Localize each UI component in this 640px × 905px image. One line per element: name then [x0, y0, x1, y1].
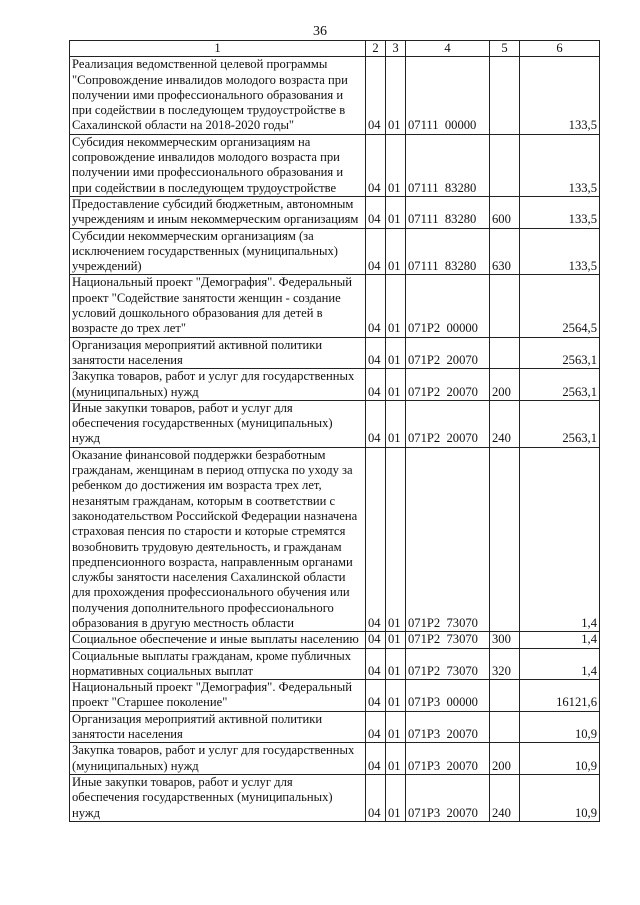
amount-cell: 10,9: [520, 711, 600, 743]
header-row: [70, 41, 600, 57]
target-article-cell: 071P2 00000: [406, 275, 490, 337]
target-article-cell: 071P3 20070: [406, 711, 490, 743]
amount-cell: 1,4: [520, 648, 600, 680]
column-header: 3: [386, 41, 406, 57]
row-name-cell: Иные закупки товаров, работ и услуг для обеспечения государственных (муниципальных) нужд: [70, 400, 366, 447]
section-code-cell: 04: [366, 774, 386, 821]
amount-cell: 10,9: [520, 774, 600, 821]
expense-type-cell: [490, 275, 520, 337]
expense-type-cell: 200: [490, 369, 520, 401]
target-article-cell: 071P3 00000: [406, 680, 490, 712]
section-code-cell: 04: [366, 228, 386, 275]
target-article-cell: 07111 83280: [406, 228, 490, 275]
column-header: 2: [366, 41, 386, 57]
amount-cell: 2564,5: [520, 275, 600, 337]
column-header: 5: [490, 41, 520, 57]
section-code-cell: 04: [366, 447, 386, 632]
target-article-cell: 071P2 73070: [406, 447, 490, 632]
row-name-cell: Предоставление субсидий бюджетным, автономным учреждениям и иным некоммерческим организациям: [70, 196, 366, 228]
row-name-cell: Закупка товаров, работ и услуг для государственных (муниципальных) нужд: [70, 743, 366, 775]
expense-type-cell: 600: [490, 196, 520, 228]
amount-cell: 1,4: [520, 447, 600, 632]
row-name-cell: Оказание финансовой поддержки безработным гражданам, женщинам в период отпуска по уходу за ребенком до достижения им возраста трех лет, незанятым гражданам, которым в соответствии с законодательством Российской Федерации назначена страховая пенсия по старости и которые стремятся возобновить трудовую деятельность, и гражданам предпенсионного возраста, направленным органами службы занятости населения Сахалинской области для прохождения профессионального обучения или получения дополнительного профессионального образования в другую местность области: [70, 447, 366, 632]
row-name-cell: Национальный проект "Демография". Федеральный проект "Старшее поколение": [70, 680, 366, 712]
row-name-cell: Субсидия некоммерческим организациям на сопровождение инвалидов молодого возраста при получении ими профессионального образования и при содействии в последующем трудоустройстве: [70, 134, 366, 196]
expense-type-cell: [490, 134, 520, 196]
subsection-code-cell: 01: [386, 275, 406, 337]
row-name-cell: Иные закупки товаров, работ и услуг для обеспечения государственных (муниципальных) нужд: [70, 774, 366, 821]
target-article-cell: 071P2 20070: [406, 369, 490, 401]
row-name-cell: Организация мероприятий активной политики занятости населения: [70, 711, 366, 743]
target-article-cell: 07111 83280: [406, 196, 490, 228]
subsection-code-cell: 01: [386, 743, 406, 775]
section-code-cell: 04: [366, 134, 386, 196]
subsection-code-cell: 01: [386, 369, 406, 401]
subsection-code-cell: 01: [386, 57, 406, 134]
subsection-code-cell: 01: [386, 774, 406, 821]
table-row: [70, 275, 600, 337]
row-name-cell: Реализация ведомственной целевой программы "Сопровождение инвалидов молодого возраста при получении ими профессионального образования и при содействии в последующем трудоустройстве в Сахалинской области на 2018-2020 годы": [70, 57, 366, 134]
row-name-cell: Национальный проект "Демография". Федеральный проект "Содействие занятости женщин - создание условий дошкольного образования для детей в возрасте до трех лет": [70, 275, 366, 337]
target-article-cell: 071P2 20070: [406, 400, 490, 447]
amount-cell: 133,5: [520, 134, 600, 196]
amount-cell: 1,4: [520, 632, 600, 648]
table-row: [70, 400, 600, 447]
section-code-cell: 04: [366, 337, 386, 369]
expense-type-cell: [490, 57, 520, 134]
subsection-code-cell: 01: [386, 228, 406, 275]
section-code-cell: 04: [366, 275, 386, 337]
budget-table: [69, 40, 600, 822]
row-name-cell: Социальные выплаты гражданам, кроме публичных нормативных социальных выплат: [70, 648, 366, 680]
target-article-cell: 071P2 73070: [406, 648, 490, 680]
expense-type-cell: [490, 337, 520, 369]
amount-cell: 16121,6: [520, 680, 600, 712]
target-article-cell: 071P2 73070: [406, 632, 490, 648]
amount-cell: 133,5: [520, 228, 600, 275]
amount-cell: 133,5: [520, 57, 600, 134]
expense-type-cell: 300: [490, 632, 520, 648]
section-code-cell: 04: [366, 369, 386, 401]
section-code-cell: 04: [366, 196, 386, 228]
expense-type-cell: 240: [490, 400, 520, 447]
subsection-code-cell: 01: [386, 680, 406, 712]
row-name-cell: Субсидии некоммерческим организациям (за исключением государственных (муниципальных) учреждений): [70, 228, 366, 275]
subsection-code-cell: 01: [386, 400, 406, 447]
table-row: [70, 196, 600, 228]
expense-type-cell: [490, 711, 520, 743]
section-code-cell: 04: [366, 648, 386, 680]
section-code-cell: 04: [366, 632, 386, 648]
table-row: [70, 228, 600, 275]
amount-cell: 2563,1: [520, 400, 600, 447]
column-header: 1: [70, 41, 366, 57]
subsection-code-cell: 01: [386, 632, 406, 648]
subsection-code-cell: 01: [386, 196, 406, 228]
section-code-cell: 04: [366, 711, 386, 743]
subsection-code-cell: 01: [386, 134, 406, 196]
page-number: 36: [313, 24, 327, 39]
table-row: [70, 648, 600, 680]
target-article-cell: 071P2 20070: [406, 337, 490, 369]
amount-cell: 2563,1: [520, 337, 600, 369]
table-row: [70, 711, 600, 743]
section-code-cell: 04: [366, 400, 386, 447]
amount-cell: 2563,1: [520, 369, 600, 401]
row-name-cell: Организация мероприятий активной политики занятости населения: [70, 337, 366, 369]
row-name-cell: Социальное обеспечение и иные выплаты населению: [70, 632, 366, 648]
section-code-cell: 04: [366, 743, 386, 775]
table-row: [70, 743, 600, 775]
table-row: [70, 57, 600, 134]
target-article-cell: 071P3 20070: [406, 774, 490, 821]
expense-type-cell: 320: [490, 648, 520, 680]
subsection-code-cell: 01: [386, 648, 406, 680]
table-row: [70, 134, 600, 196]
expense-type-cell: 630: [490, 228, 520, 275]
target-article-cell: 07111 83280: [406, 134, 490, 196]
section-code-cell: 04: [366, 680, 386, 712]
section-code-cell: 04: [366, 57, 386, 134]
column-header: 4: [406, 41, 490, 57]
target-article-cell: 07111 00000: [406, 57, 490, 134]
subsection-code-cell: 01: [386, 337, 406, 369]
subsection-code-cell: 01: [386, 711, 406, 743]
table-row: [70, 447, 600, 632]
column-header: 6: [520, 41, 600, 57]
expense-type-cell: [490, 680, 520, 712]
table-row: [70, 774, 600, 821]
amount-cell: 10,9: [520, 743, 600, 775]
expense-type-cell: [490, 447, 520, 632]
expense-type-cell: 240: [490, 774, 520, 821]
table-row: [70, 632, 600, 648]
amount-cell: 133,5: [520, 196, 600, 228]
table-row: [70, 680, 600, 712]
subsection-code-cell: 01: [386, 447, 406, 632]
table-body: [70, 57, 600, 822]
expense-type-cell: 200: [490, 743, 520, 775]
target-article-cell: 071P3 20070: [406, 743, 490, 775]
table-row: [70, 337, 600, 369]
row-name-cell: Закупка товаров, работ и услуг для государственных (муниципальных) нужд: [70, 369, 366, 401]
table-row: [70, 369, 600, 401]
